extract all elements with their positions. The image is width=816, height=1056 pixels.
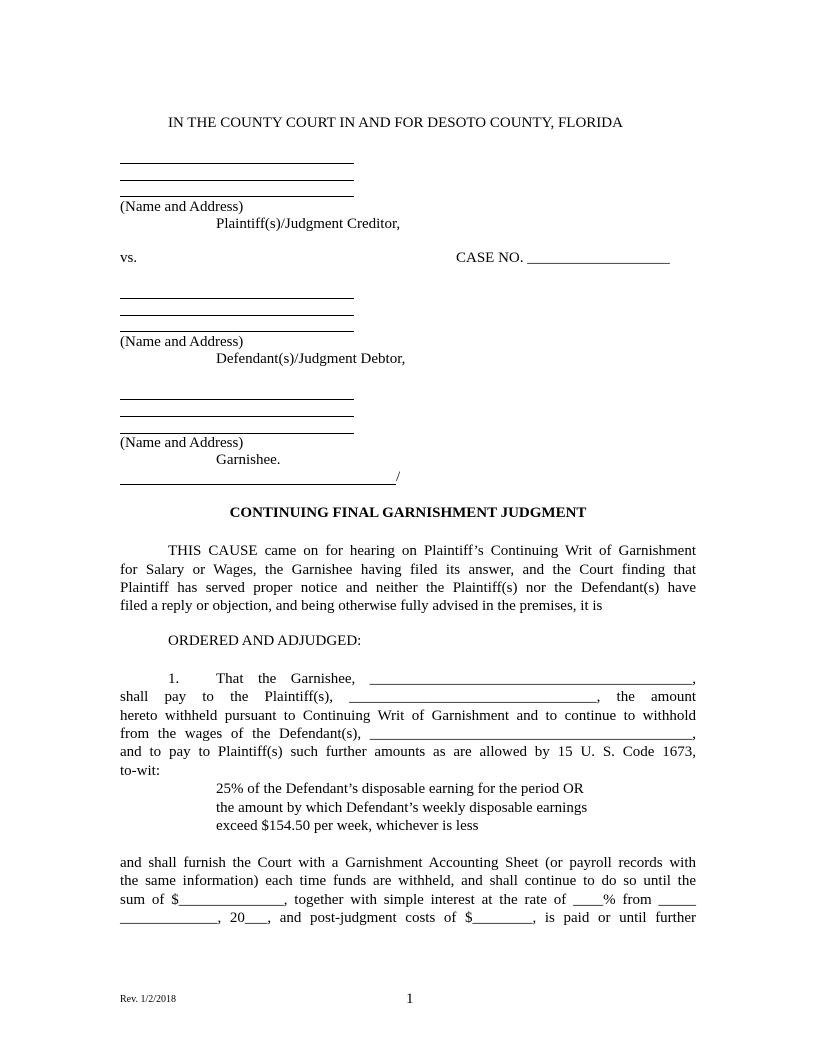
final-line-4[interactable]: _____________, 20___, and post-judgment costs of $________, is paid or until further [120,910,696,926]
ordered-adjudged: ORDERED AND ADJUDGED: [168,633,362,649]
defendant-name-line-2[interactable] [120,315,354,316]
item-1-line-6: to-wit: [120,763,160,779]
item-1-line-5: and to pay to Plaintiff(s) such further amounts as are allowed by 15 U. S. Code 1673, [120,744,696,760]
intro-line-2: for Salary or Wages, the Garnishee having filed its answer, and the Court finding that [120,562,696,578]
defendant-role: Defendant(s)/Judgment Debtor, [216,351,406,367]
caption-closing-line [120,484,396,485]
garnishee-role: Garnishee. [216,452,281,468]
plaintiff-name-line-2[interactable] [120,180,354,181]
garnishee-name-line-1[interactable] [120,399,354,400]
final-line-1: and shall furnish the Court with a Garnishment Accounting Sheet (or payroll records with [120,855,696,871]
case-number[interactable]: CASE NO. ___________________ [456,250,670,266]
document-title: CONTINUING FINAL GARNISHMENT JUDGMENT [229,505,587,521]
item-1-line-3: hereto withheld pursuant to Continuing Writ of Garnishment and to continue to withhold [120,708,696,724]
amount-line-2: the amount by which Defendant’s weekly disposable earnings [216,800,588,816]
garnishee-name-address-label: (Name and Address) [120,435,244,451]
garnishee-name-line-3[interactable] [120,433,354,434]
plaintiff-name-line-1[interactable] [120,163,354,164]
intro-line-4: filed a reply or objection, and being otherwise fully advised in the premises, it is [120,598,603,614]
caption-closing-slash: / [396,469,401,485]
amount-line-3: exceed $154.50 per week, whichever is less [216,818,479,834]
intro-line-3: Plaintiff has served proper notice and neither the Plaintiff(s) nor the Defendant(s) have [120,580,696,596]
amount-line-1: 25% of the Defendant’s disposable earning for the period OR [216,781,584,797]
defendant-name-address-label: (Name and Address) [120,334,244,350]
item-1-line-4[interactable]: from the wages of the Defendant(s), ___________________________________________, [120,726,696,742]
court-heading: IN THE COUNTY COURT IN AND FOR DESOTO COUNTY, FLORIDA [168,115,623,131]
item-1-line-2[interactable]: shall pay to the Plaintiff(s), _________________________________, the amount [120,689,696,705]
vs-text: vs. [120,250,138,266]
page-number: 1 [406,991,414,1007]
revision-date: Rev. 1/2/2018 [120,994,177,1005]
garnishee-name-line-2[interactable] [120,416,354,417]
item-1-line-1[interactable]: That the Garnishee, ___________________________________________, [216,671,696,687]
defendant-name-line-1[interactable] [120,298,354,299]
final-line-3[interactable]: sum of $______________, together with simple interest at the rate of ____% from _____ [120,892,696,908]
plaintiff-name-address-label: (Name and Address) [120,199,244,215]
plaintiff-role: Plaintiff(s)/Judgment Creditor, [216,216,401,232]
item-1-number: 1. [168,671,180,687]
final-line-2: the same information) each time funds are withheld, and shall continue to do so until the [120,873,696,889]
defendant-name-line-3[interactable] [120,331,354,332]
plaintiff-name-line-3[interactable] [120,196,354,197]
intro-line-1: THIS CAUSE came on for hearing on Plaintiff’s Continuing Writ of Garnishment [168,543,696,559]
